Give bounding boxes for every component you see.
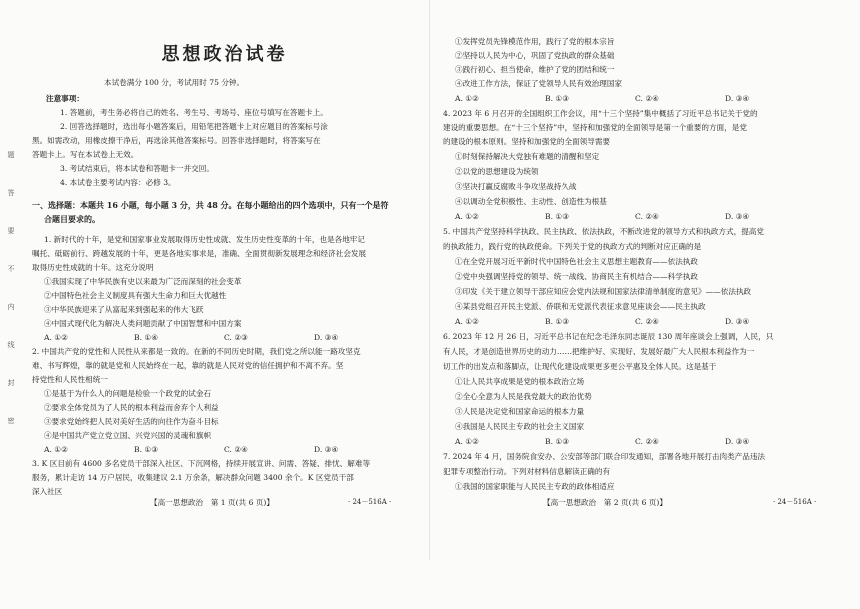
question-item: ①是基于为什么人的问题是检验一个政党的试金石 [44,389,212,398]
question-item: ①我国的国家职能与人民民主专政的政体相适应 [455,482,615,491]
question-text: 2. 中国共产党的党性和人民性从来都是一致的。在新的不同历史时期，我们党之所以能一路攻坚克 [32,347,361,356]
question-item: ②要求全体党员为了人民的根本利益而舍弃个人利益 [44,403,219,412]
margin-label: 要 [7,227,15,235]
answer-option: D. ③④ [725,212,750,221]
exam-title: 思想政治试卷 [161,44,288,65]
margin-label: 不 [7,265,15,273]
question-item: ①时刻保持解决大党独有难题的清醒和坚定 [455,152,600,161]
question-item: ④中国式现代化为解决人类问题贡献了中国智慧和中国方案 [44,319,242,328]
question-text: 6. 2023 年 12 月 26 日，习近平总书记在纪念毛泽东同志诞辰 130 周年座谈会上强调，人民，只 [443,332,774,341]
answer-option: A. ①② [455,94,479,103]
question-text: 深入社区 [32,487,63,496]
answer-option: A. ①② [44,445,68,454]
margin-label: 线 [7,341,15,349]
question-item: ①让人民共享成果是党的根本政治立场 [455,377,585,386]
question-text: 5. 中国共产党坚持科学执政、民主执政、依法执政，不断改进党的领导方式和执政方式，提高党 [443,227,764,236]
answer-option: D. ③④ [314,333,339,342]
page-footer: 【高一思想政治 第 1 页(共 6 页)】 [150,498,274,507]
notes-line: 黑。如需改动，用橡皮擦干净后，再选涂其他答案标号。回答非选择题时，将答案写在 [32,136,321,145]
notes-line: 3. 考试结束后，将本试卷和答题卡一并交回。 [60,164,214,173]
section-header: 合题目要求的。 [44,214,100,224]
question-item: ②坚持以人民为中心，巩固了党执政的群众基础 [455,51,615,60]
answer-options [455,210,815,224]
question-item: ③践行初心、担当使命，维护了党的团结和统一 [455,65,615,74]
question-text: 的执政能力，践行党的执政使命。下列关于党的执政方式的判断对应正确的是 [443,242,702,251]
question-item: ②党中央强调坚持党的领导、统一战线、协商民主有机结合——科学执政 [455,272,698,281]
answer-options [455,435,815,449]
question-item: ②中国特色社会主义制度具有强大生命力和巨大优越性 [44,291,227,300]
question-text: 1. 新时代的十年，是党和国家事业发展取得历史性成就、发生历史性变革的十年，也是各地牢记 [44,235,365,244]
answer-option: A. ①② [455,317,479,326]
page-code: · 24－516A · [773,498,817,506]
question-item: ①在全党开展习近平新时代中国特色社会主义思想主题教育——依法执政 [455,257,698,266]
exam-info: 本试卷满分 100 分，考试用时 75 分钟。 [104,78,245,87]
answer-option: C. ②④ [224,445,248,454]
question-text: 3. K 区目前有 4600 多名党员干部深入社区、下沉网格，持续开展宣讲、问需、答疑、排忧、解难等 [32,459,371,468]
answer-option: C. ②④ [635,94,659,103]
answer-options [455,92,815,106]
answer-option: C. ②④ [635,437,659,446]
answer-option: B. ①③ [545,212,570,221]
answer-option: B. ①③ [545,317,570,326]
question-item: ③中华民族迎来了从富起来到强起来的伟大飞跃 [44,305,204,314]
notes-header: 注意事项： [46,94,84,103]
margin-label: 密 [7,417,15,425]
answer-option: B. ①③ [545,437,570,446]
notes-line: 4. 本试卷主要考试内容：必修 3。 [60,178,176,187]
binding-margin [4,150,18,454]
question-item: ③人民是决定党和国家命运的根本力量 [455,407,585,416]
question-item: ③印发《关于建立领导干部应知应会党内法规和国家法律清单制度的意见》——依法执政 [455,287,752,296]
question-item: ④以调动全党积极性、主动性、创造性为根基 [455,197,607,206]
section-header: 一、选择题：本题共 16 小题，每小题 3 分，共 48 分。在每小题给出的四个选项中，只有一个是符 [32,200,389,210]
answer-option: C. ②③ [224,333,248,342]
question-item: ④我国是人民民主专政的社会主义国家 [455,422,585,431]
answer-option: B. ①④ [134,333,159,342]
question-item: ②全心全意为人民是我党最大的政治优势 [455,392,592,401]
notes-line: 1. 答题前，考生务必将自己的姓名、考生号、考场号、座位号填写在答题卡上。 [60,108,328,117]
answer-option: D. ③④ [725,437,750,446]
page-footer: 【高一思想政治 第 2 页(共 6 页)】 [543,498,667,507]
margin-label: 内 [7,303,15,311]
question-item: ④改进工作方法，保证了党领导人民有效治理国家 [455,79,623,88]
question-item: ①发挥党员先锋模范作用，践行了党的根本宗旨 [455,37,615,46]
question-text: 犯罪专项整治行动。下列对材料信息解读正确的有 [443,467,611,476]
answer-option: D. ③④ [314,445,339,454]
page-fold-divider [429,0,430,560]
answer-options [455,315,815,329]
question-text: 建设的重要思想。在“十三个坚持”中，坚持和加强党的全面领导是第一个重要的方面，是党 [443,123,747,132]
notes-line: 答题卡上。写在本试卷上无效。 [32,150,139,159]
answer-option: B. ①③ [134,445,159,454]
question-text: 7. 2024 年 4 月，国务院食安办、公安部等部门联合印发通知，部署各地开展打击肉类产品违法 [443,452,766,461]
margin-label: 题 [7,151,15,159]
answer-option: A. ①② [455,437,479,446]
answer-options [44,443,404,457]
question-text: 切工作的出发点和落脚点，让现代化建设成果更多更公平惠及全体人民。这是基于 [443,362,717,371]
question-item: ③坚决打赢反腐败斗争攻坚战持久战 [455,182,577,191]
margin-label: 答 [7,189,15,197]
answer-option: A. ①② [44,333,68,342]
answer-option: D. ③④ [725,317,750,326]
answer-option: D. ③④ [725,94,750,103]
question-item: ②以党的思想建设为统领 [455,167,539,176]
question-item: ④是中国共产党立党立国、兴党兴国的灵魂和旗帜 [44,431,212,440]
page-code: · 24－516A · [348,498,392,506]
question-text: 的建设的根本原则。坚持和加强党的全面领导需要 [443,137,611,146]
answer-option: B. ①③ [545,94,570,103]
question-text: 服务，累计走访 14 万户居民，收集建议 2.1 万余条，解决群众问题 3400 余个。K 区党员干部 [32,473,354,482]
notes-line: 2. 回答选择题时，选出每小题答案后，用铅笔把答题卡上对应题目的答案标号涂 [60,122,328,131]
question-item: ③要求党始终把人民对美好生活的向往作为奋斗目标 [44,417,219,426]
question-text: 4. 2023 年 6 月召开的全国组织工作会议，用“十三个坚持”集中概括了习近平总书记关于党的 [443,109,758,118]
margin-label: 封 [7,379,15,387]
question-text: 持党性和人民性相统一 [32,375,108,384]
question-text: 有人民，才是创造世界历史的动力……把维护好、实现好、发展好最广大人民根本利益作为一 [443,347,755,356]
answer-option: C. ②④ [635,317,659,326]
question-item: ④某县党组召开民主党派、侨联和无党派代表征求意见座谈会——民主执政 [455,302,706,311]
answer-option: C. ②④ [635,212,659,221]
question-text: 取得历史性成就的十年。这充分说明 [32,263,154,272]
question-text: 嘱托、砥砺前行、跨越发展的十年，更是各地实事求是，准确、全面贯彻新发展理念和经济社会发展 [32,249,367,258]
answer-options [44,331,404,345]
question-text: 难、书写辉煌，靠的就是党和人民始终在一起，靠的就是人民对党的信任拥护和不离不弃。坚 [32,361,344,370]
question-item: ①我国实现了中华民族有史以来最为广泛而深刻的社会变革 [44,277,242,286]
answer-option: A. ①② [455,212,479,221]
